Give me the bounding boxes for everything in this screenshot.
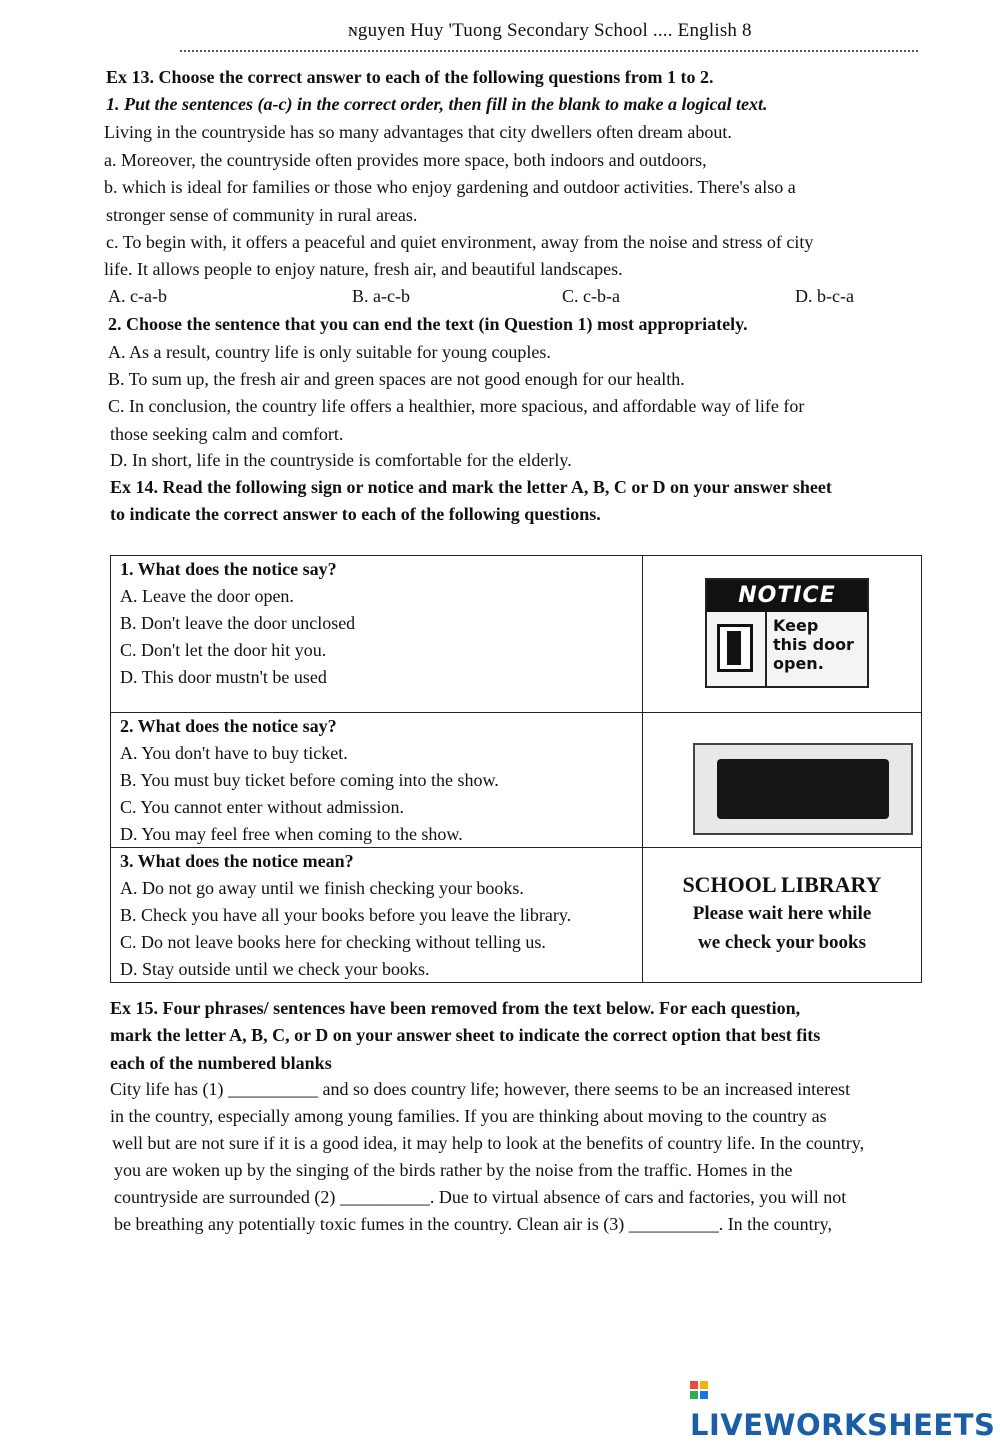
notice-1-option-c[interactable]: C. Don't let the door hit you. <box>120 640 327 660</box>
ex13-q2-option-d[interactable]: D. In short, life in the countryside is comfortable for the elderly. <box>110 450 572 470</box>
notice-3-question-cell <box>111 848 643 982</box>
library-sign-line-2: Please wait here while <box>692 903 872 924</box>
notice-3-sign-cell <box>643 848 921 982</box>
notice-sign-line-1: Keep <box>773 616 819 635</box>
ex15-passage-line-1: City life has (1) __________ and so does country life; however, there seems to be an increased interest <box>110 1079 851 1099</box>
ex13-q2-option-c-cont: those seeking calm and comfort. <box>110 424 344 444</box>
notice-2-question: 2. What does the notice say? <box>120 716 337 736</box>
ex13-q1-option-b[interactable]: B. a-c-b <box>352 286 410 306</box>
ex13-q1-instruction: 1. Put the sentences (a-c) in the correct order, then fill in the blank to make a logical text. <box>106 94 768 114</box>
ex13-q1-option-a[interactable]: A. c-a-b <box>108 286 167 306</box>
ex13-q1-option-d[interactable]: D. b-c-a <box>795 286 854 306</box>
ex13-q2-title: 2. Choose the sentence that you can end the text (in Question 1) most appropriately. <box>108 314 748 334</box>
obscured-sign-fill <box>717 759 889 819</box>
ex15-title-2: mark the letter A, B, C, or D on your answer sheet to indicate the correct option that best fits <box>110 1025 821 1045</box>
library-sign-title: SCHOOL LIBRARY <box>682 872 882 897</box>
page-header: ɴguyen Huy 'Tuong Secondary School .... English 8 <box>348 20 752 41</box>
liveworksheets-watermark <box>690 1374 1000 1442</box>
obscured-sign-image <box>693 743 913 835</box>
notice-3-option-b[interactable]: B. Check you have all your books before you leave the library. <box>120 905 572 925</box>
notice-3-option-a[interactable]: A. Do not go away until we finish checking your books. <box>120 878 524 898</box>
notice-2-option-b[interactable]: B. You must buy ticket before coming into the show. <box>120 770 499 790</box>
ex13-sentence-c1: c. To begin with, it offers a peaceful and quiet environment, away from the noise and stress of city <box>106 232 814 252</box>
ex14-title-1: Ex 14. Read the following sign or notice and mark the letter A, B, C or D on your answer sheet <box>110 477 832 497</box>
notice-2-option-d[interactable]: D. You may feel free when coming to the show. <box>120 824 463 844</box>
ex15-passage-line-4: you are woken up by the singing of the birds rather by the noise from the traffic. Homes in the <box>114 1160 793 1180</box>
ex13-sentence-b2: stronger sense of community in rural areas. <box>106 205 418 225</box>
ex13-q2-option-a[interactable]: A. As a result, country life is only suitable for young couples. <box>108 342 551 362</box>
ex13-sentence-a: a. Moreover, the countryside often provides more space, both indoors and outdoors, <box>104 150 707 170</box>
keep-door-open-sign <box>705 578 869 688</box>
notice-sign-heading: NOTICE <box>707 580 867 612</box>
ex13-intro: Living in the countryside has so many advantages that city dwellers often dream about. <box>104 122 732 142</box>
ex13-q1-option-c[interactable]: C. c-b-a <box>562 286 620 306</box>
sign-divider <box>765 612 767 686</box>
notice-1-sign-cell <box>643 556 921 712</box>
ex15-title-3: each of the numbered blanks <box>110 1053 332 1073</box>
ex14-title-2: to indicate the correct answer to each of the following questions. <box>110 504 601 524</box>
notice-3-option-c[interactable]: C. Do not leave books here for checking without telling us. <box>120 932 546 952</box>
notice-1-option-d[interactable]: D. This door mustn't be used <box>120 667 327 687</box>
notice-2-option-c[interactable]: C. You cannot enter without admission. <box>120 797 404 817</box>
library-sign-line-3: we check your books <box>697 932 867 953</box>
ex13-sentence-b1: b. which is ideal for families or those who enjoy gardening and outdoor activities. There's also a <box>104 177 796 197</box>
notice-1-question-cell <box>111 556 643 712</box>
notice-3-question: 3. What does the notice mean? <box>120 851 354 871</box>
ex13-q2-option-b[interactable]: B. To sum up, the fresh air and green spaces are not good enough for our health. <box>108 369 685 389</box>
notice-2-sign-cell <box>643 713 921 847</box>
watermark-text: LIVEWORKSHEETS <box>690 1408 996 1442</box>
notice-2-question-cell <box>111 713 643 847</box>
ex15-passage-line-3: well but are not sure if it is a good idea, it may help to look at the benefits of country life. In the country, <box>112 1133 865 1153</box>
notice-row-3 <box>111 848 921 982</box>
notice-1-question: 1. What does the notice say? <box>120 559 337 579</box>
notice-sign-line-2: this door <box>773 635 854 654</box>
notice-3-option-d[interactable]: D. Stay outside until we check your books. <box>120 959 430 979</box>
notice-1-option-a[interactable]: A. Leave the door open. <box>120 586 294 606</box>
notice-row-1 <box>111 556 921 713</box>
liveworksheets-logo-icon <box>690 1381 708 1399</box>
ex13-title: Ex 13. Choose the correct answer to each of the following questions from 1 to 2. <box>106 67 714 87</box>
notice-sign-text <box>773 616 869 673</box>
ex15-passage-line-6: be breathing any potentially toxic fumes in the country. Clean air is (3) __________. In the country, <box>114 1214 832 1234</box>
ex13-sentence-c2: life. It allows people to enjoy nature, fresh air, and beautiful landscapes. <box>104 259 623 279</box>
ex15-title-1: Ex 15. Four phrases/ sentences have been removed from the text below. For each question, <box>110 998 801 1018</box>
notice-row-2 <box>111 713 921 848</box>
notice-2-option-a[interactable]: A. You don't have to buy ticket. <box>120 743 348 763</box>
notice-sign-line-3: open. <box>773 654 824 673</box>
ex13-q2-option-c[interactable]: C. In conclusion, the country life offers a healthier, more spacious, and affordable way of life for <box>108 396 805 416</box>
ex15-passage-line-5: countryside are surrounded (2) __________. Due to virtual absence of cars and factories, you will not <box>114 1187 847 1207</box>
header-divider <box>180 50 918 52</box>
door-icon <box>717 624 753 672</box>
ex15-passage-line-2: in the country, especially among young families. If you are thinking about moving to the country as <box>110 1106 827 1126</box>
notice-1-option-b[interactable]: B. Don't leave the door unclosed <box>120 613 356 633</box>
ex14-notice-table <box>110 555 922 983</box>
